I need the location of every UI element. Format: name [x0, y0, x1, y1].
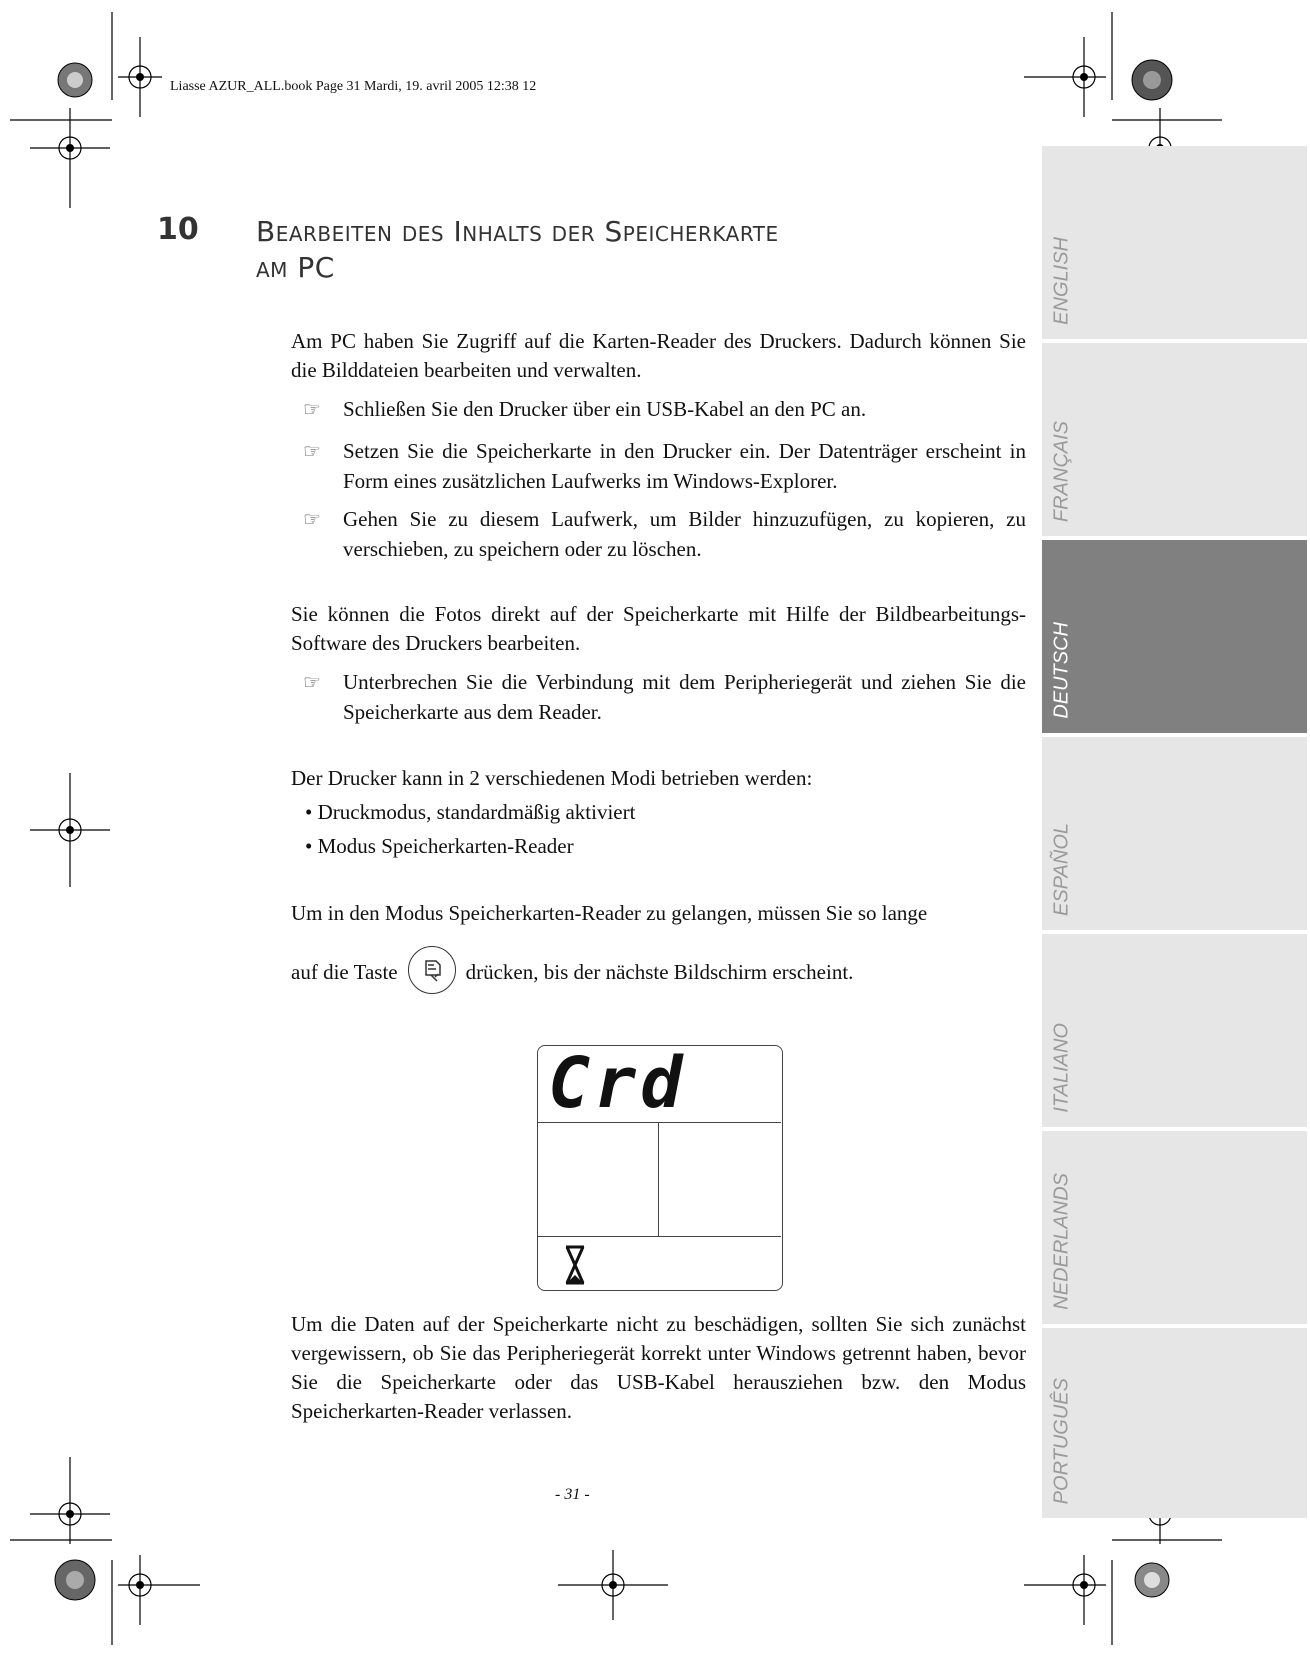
bullet-item — [303, 668, 1026, 727]
language-tab-espanol[interactable] — [1042, 737, 1307, 930]
tab-label: ITALIANO — [1050, 1023, 1073, 1113]
bullet-item — [303, 505, 1026, 564]
chapter-title-line2: am PC — [256, 251, 335, 284]
language-tab-francais[interactable] — [1042, 343, 1307, 536]
bullet-item — [303, 437, 1026, 496]
tab-label: FRANÇAIS — [1050, 420, 1073, 522]
book-header-line: Liasse AZUR_ALL.book Page 31 Mardi, 19. avril 2005 12:38 12 — [170, 79, 537, 94]
lcd-display — [537, 1042, 783, 1291]
tab-label: DEUTSCH — [1050, 622, 1073, 719]
tab-label: ESPAÑOL — [1050, 823, 1073, 916]
language-tab-italiano[interactable] — [1042, 934, 1307, 1127]
pointing-hand-icon: ☞ — [303, 399, 321, 421]
chapter-number: 10 — [157, 212, 199, 247]
lcd-text: Crd — [548, 1042, 687, 1124]
paragraph-card-mode-line1: Um in den Modus Speicherkarten-Reader zu gelangen, müssen Sie so lange — [291, 901, 928, 925]
page-number: - 31 - — [555, 1486, 590, 1503]
language-tab-english[interactable] — [1042, 146, 1307, 339]
pointing-hand-icon: ☞ — [303, 509, 321, 531]
chapter-title-line1: Bearbeiten des Inhalts der Speicherkarte — [256, 215, 779, 248]
paragraph-intro: Am PC haben Sie Zugriff auf die Karten-Reader des Druckers. Dadurch können Sie die Bilddateien bearbeiten und verwalten. — [291, 329, 1026, 382]
mode-item: • Modus Speicherkarten-Reader — [305, 834, 574, 858]
pointing-hand-icon: ☞ — [303, 672, 321, 694]
bullet-text: Setzen Sie die Speicherkarte in den Drucker ein. Der Datenträger erscheint in Form eines zusätzlichen Laufwerks im Windows-Explorer. — [343, 439, 1026, 493]
language-tab-deutsch[interactable] — [1042, 540, 1307, 733]
lcd-divider — [658, 1122, 659, 1236]
paragraph-warning: Um die Daten auf der Speicherkarte nicht zu beschädigen, sollten Sie sich zunächst vergewissern, ob Sie das Peripheriegerät korrekt unter Windows getrennt haben, bevor Sie die Speicherkarte oder das USB-Kabel herausziehen bzw. den Modus Speicherkarten-Reader verlassen. — [291, 1312, 1026, 1423]
paragraph-modes: Der Drucker kann in 2 verschiedenen Modi betrieben werden: — [291, 766, 813, 790]
lcd-divider — [538, 1236, 781, 1237]
hourglass-icon — [564, 1245, 586, 1285]
bullet-text: Gehen Sie zu diesem Laufwerk, um Bilder hinzuzufügen, zu kopieren, zu verschieben, zu speichern oder zu löschen. — [343, 507, 1026, 561]
lcd-divider — [538, 1122, 781, 1123]
tab-label: NEDERLANDS — [1050, 1173, 1073, 1310]
tab-label: ENGLISH — [1050, 237, 1073, 325]
language-tab-portugues[interactable] — [1042, 1328, 1307, 1518]
paragraph-card-mode-line2: auf die Taste drücken, bis der nächste Bildschirm erscheint. — [291, 950, 1026, 998]
tab-label: PORTUGUÊS — [1050, 1377, 1073, 1504]
bullet-text: Schließen Sie den Drucker über ein USB-Kabel an den PC an. — [343, 397, 867, 421]
paragraph-edit-photos: Sie können die Fotos direkt auf der Speicherkarte mit Hilfe der Bildbearbeitungs-Software des Druckers bearbeiten. — [291, 602, 1026, 655]
chapter-title — [256, 214, 996, 286]
mode-item: • Druckmodus, standardmäßig aktiviert — [305, 800, 636, 824]
language-tab-nederlands[interactable] — [1042, 1131, 1307, 1324]
bullet-item — [303, 395, 1026, 425]
bullet-text: Unterbrechen Sie die Verbindung mit dem Peripheriegerät und ziehen Sie die Speicherkarte aus dem Reader. — [343, 670, 1026, 724]
pointing-hand-icon: ☞ — [303, 441, 321, 463]
card-reader-button-icon — [408, 946, 456, 994]
